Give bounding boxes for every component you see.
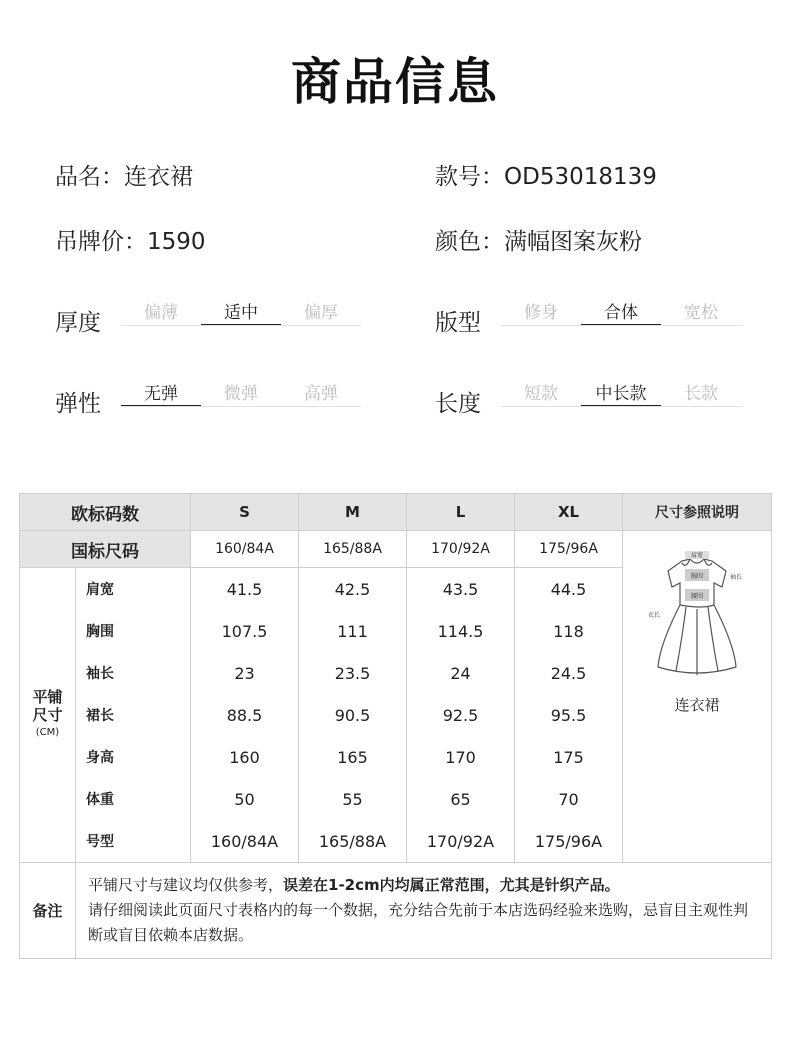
size-reference-header: 尺寸参照说明 (623, 494, 772, 531)
tag-price: 吊牌价：1590 (55, 229, 206, 255)
cell-size-type-xl: 175/96A (515, 820, 623, 863)
thickness-scale-line (121, 325, 361, 326)
diagram-label-length: 衣长 (648, 612, 661, 619)
notes-line2: 请仔细阅读此页面尺寸表格内的每一个数据，充分结合先前于本店选码经验来选购，忌盲目主观性判断或盲目依赖本店数据。 (88, 901, 749, 944)
elasticity-option-slight: 微弹 (224, 384, 258, 404)
length-label: 长度 (435, 391, 481, 417)
cell-weight-l: 65 (407, 778, 515, 820)
size-header-xl: XL (515, 494, 623, 531)
elasticity-scale-line (121, 406, 361, 407)
size-header-m: M (299, 494, 407, 531)
notes-line1-bold: 误差在1-2cm内均属正常范围，尤其是针织产品。 (283, 876, 620, 894)
size-reference-diagram (623, 531, 772, 863)
cell-height-l: 170 (407, 736, 515, 778)
fit-option-slim: 修身 (524, 303, 558, 323)
cell-height-s: 160 (191, 736, 299, 778)
notes-line1-normal: 平铺尺寸与建议均仅供参考， (88, 876, 284, 894)
cell-chest-m: 111 (299, 610, 407, 652)
cell-weight-xl: 70 (515, 778, 623, 820)
thickness-option-thick: 偏厚 (304, 303, 338, 323)
cell-skirt-length-m: 90.5 (299, 694, 407, 736)
row-name-weight: 体重 (76, 778, 191, 820)
page-title: 商品信息 (291, 53, 499, 111)
dress-diagram-icon (642, 549, 752, 684)
notes-label: 备注 (20, 863, 76, 959)
cell-weight-m: 55 (299, 778, 407, 820)
size-header-s: S (191, 494, 299, 531)
cell-sleeve-l: 24 (407, 652, 515, 694)
length-option-short: 短款 (524, 384, 558, 404)
cell-size-type-m: 165/88A (299, 820, 407, 863)
row-name-shoulder: 肩宽 (76, 568, 191, 611)
cell-height-xl: 175 (515, 736, 623, 778)
row-name-skirt-length: 裙长 (76, 694, 191, 736)
cell-sleeve-s: 23 (191, 652, 299, 694)
notes-text (76, 863, 772, 959)
thickness-option-medium: 适中 (224, 303, 258, 323)
thickness-option-thin: 偏薄 (144, 303, 178, 323)
flat-measure-label (20, 568, 76, 863)
elasticity-label: 弹性 (55, 391, 101, 417)
cell-chest-s: 107.5 (191, 610, 299, 652)
cn-size-m: 165/88A (299, 531, 407, 568)
length-option-mid: 中长款 (595, 384, 647, 404)
cell-chest-xl: 118 (515, 610, 623, 652)
cn-size-header: 国标尺码 (20, 531, 191, 568)
cell-skirt-length-s: 88.5 (191, 694, 299, 736)
elasticity-option-high: 高弹 (304, 384, 338, 404)
eu-size-header: 欧标码数 (20, 494, 191, 531)
length-scale-line (501, 406, 743, 407)
flat-measure-line2: 尺寸 (32, 706, 63, 724)
fit-option-loose: 宽松 (684, 303, 718, 323)
length-option-long: 长款 (684, 384, 718, 404)
cell-skirt-length-l: 92.5 (407, 694, 515, 736)
fit-label: 版型 (435, 310, 481, 336)
style-number: 款号：OD53018139 (435, 164, 657, 190)
row-name-size-type: 号型 (76, 820, 191, 863)
fit-selected-marker (581, 324, 661, 325)
diagram-label-chest: 胸围 (690, 573, 704, 580)
fit-scale-line (501, 325, 743, 326)
cell-size-type-s: 160/84A (191, 820, 299, 863)
elasticity-option-none: 无弹 (144, 384, 178, 404)
thickness-selected-marker (201, 324, 281, 325)
cn-size-s: 160/84A (191, 531, 299, 568)
elasticity-selected-marker (121, 405, 201, 406)
color: 颜色：满幅图案灰粉 (435, 229, 642, 255)
row-name-height: 身高 (76, 736, 191, 778)
cell-skirt-length-xl: 95.5 (515, 694, 623, 736)
cell-shoulder-l: 43.5 (407, 568, 515, 611)
diagram-label-shoulder: 肩宽 (690, 552, 704, 559)
cell-sleeve-m: 23.5 (299, 652, 407, 694)
diagram-label-sleeve: 袖长 (730, 574, 743, 581)
cn-size-xl: 175/96A (515, 531, 623, 568)
cell-shoulder-xl: 44.5 (515, 568, 623, 611)
cn-size-l: 170/92A (407, 531, 515, 568)
flat-measure-unit: (CM) (35, 727, 60, 738)
length-selected-marker (581, 405, 661, 406)
size-header-l: L (407, 494, 515, 531)
thickness-label: 厚度 (55, 310, 101, 336)
row-name-chest: 胸围 (76, 610, 191, 652)
cell-height-m: 165 (299, 736, 407, 778)
diagram-caption: 连衣裙 (674, 696, 720, 714)
cell-weight-s: 50 (191, 778, 299, 820)
cell-sleeve-xl: 24.5 (515, 652, 623, 694)
product-name: 品名：连衣裙 (55, 164, 193, 190)
cell-chest-l: 114.5 (407, 610, 515, 652)
diagram-label-waist: 腰围 (690, 593, 704, 600)
row-name-sleeve: 袖长 (76, 652, 191, 694)
cell-size-type-l: 170/92A (407, 820, 515, 863)
fit-option-regular: 合体 (604, 303, 638, 323)
size-table (19, 493, 772, 959)
cell-shoulder-m: 42.5 (299, 568, 407, 611)
cell-shoulder-s: 41.5 (191, 568, 299, 611)
flat-measure-line1: 平铺 (32, 688, 63, 706)
